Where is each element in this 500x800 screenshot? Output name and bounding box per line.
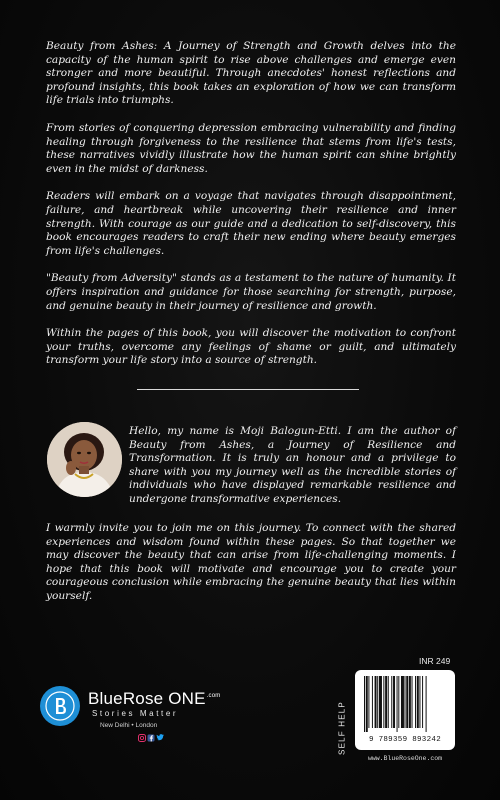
publisher-name: [88, 689, 221, 709]
barcode-bars: [363, 676, 447, 732]
publisher-name-suffix: .com: [206, 693, 221, 700]
publisher-block: [40, 686, 240, 746]
social-icons: [138, 734, 164, 742]
publisher-tagline: Stories Matter: [92, 709, 179, 718]
publisher-name-text: BlueRose ONE: [88, 689, 206, 708]
section-divider: [137, 389, 359, 390]
genre-text: SELF HELP: [337, 701, 347, 755]
twitter-icon[interactable]: [157, 734, 164, 740]
blurb-paragraph-3: Readers will embark on a voyage that navigates through disappointment, failure, and heartbreak while uncovering their resilience and inner strength. With courage as our guide and a dedication to self-discovery, this book encourages readers to craft their new ending where beauty emerges from life's challenges.: [46, 190, 456, 257]
publisher-logo-icon: [40, 686, 80, 726]
blurb-paragraph-1: Beauty from Ashes: A Journey of Strength and Growth delves into the capacity of the human spirit to rise above challenges and emerge even stronger and more beautiful. Through anecdotes' honest reflections and profound insights, this book takes an exploration of how we can transform life trials into triumphs.: [46, 40, 456, 107]
author-intro: Hello, my name is Moji Balogun-Etti. I am the author of Beauty from Ashes, a Journey of Resilience and Transformation. It is truly an honour and a privilege to share with you my journey well as the incredible stories of individuals who have displayed remarkable resilience and undergone transformative experiences.: [129, 425, 456, 505]
blurb-paragraph-5: Within the pages of this book, you will discover the motivation to confront your truths, overcome any feelings of shame or guilt, and ultimately transform your life story into a source of strength.: [46, 327, 456, 367]
genre-label: [336, 698, 348, 758]
publisher-cities: New Delhi • London: [100, 722, 158, 729]
isbn-number: 9 789359 893242: [368, 736, 441, 744]
instagram-icon[interactable]: [139, 735, 146, 742]
author-invitation: I warmly invite you to join me on this journey. To connect with the shared experiences and wisdom found within these pages. So that together we may discover the beauty that can arise from life-challenging moments. I hope that this book will motivate and encourage you to create your courageous conclusion while embracing the genuine beauty that lies within yourself.: [46, 522, 456, 602]
author-photo: [47, 422, 122, 497]
price-label: INR 249: [419, 656, 451, 666]
isbn-barcode: [355, 670, 455, 750]
blurb-paragraph-4: "Beauty from Adversity" stands as a testament to the nature of humanity. It offers inspiration and guidance for those searching for strength, purpose, and genuine beauty in their journey of resilience and growth.: [46, 272, 456, 312]
facebook-icon[interactable]: [148, 735, 155, 742]
publisher-url: www.BlueRoseOne.com: [367, 755, 443, 762]
blurb-paragraph-2: From stories of conquering depression embracing vulnerability and finding healing through forgiveness to the resilience that stems from life's tests, these narratives vividly illustrate how the human spirit can shine brightly even in the midst of darkness.: [46, 121, 456, 175]
book-blurb: [46, 40, 456, 382]
